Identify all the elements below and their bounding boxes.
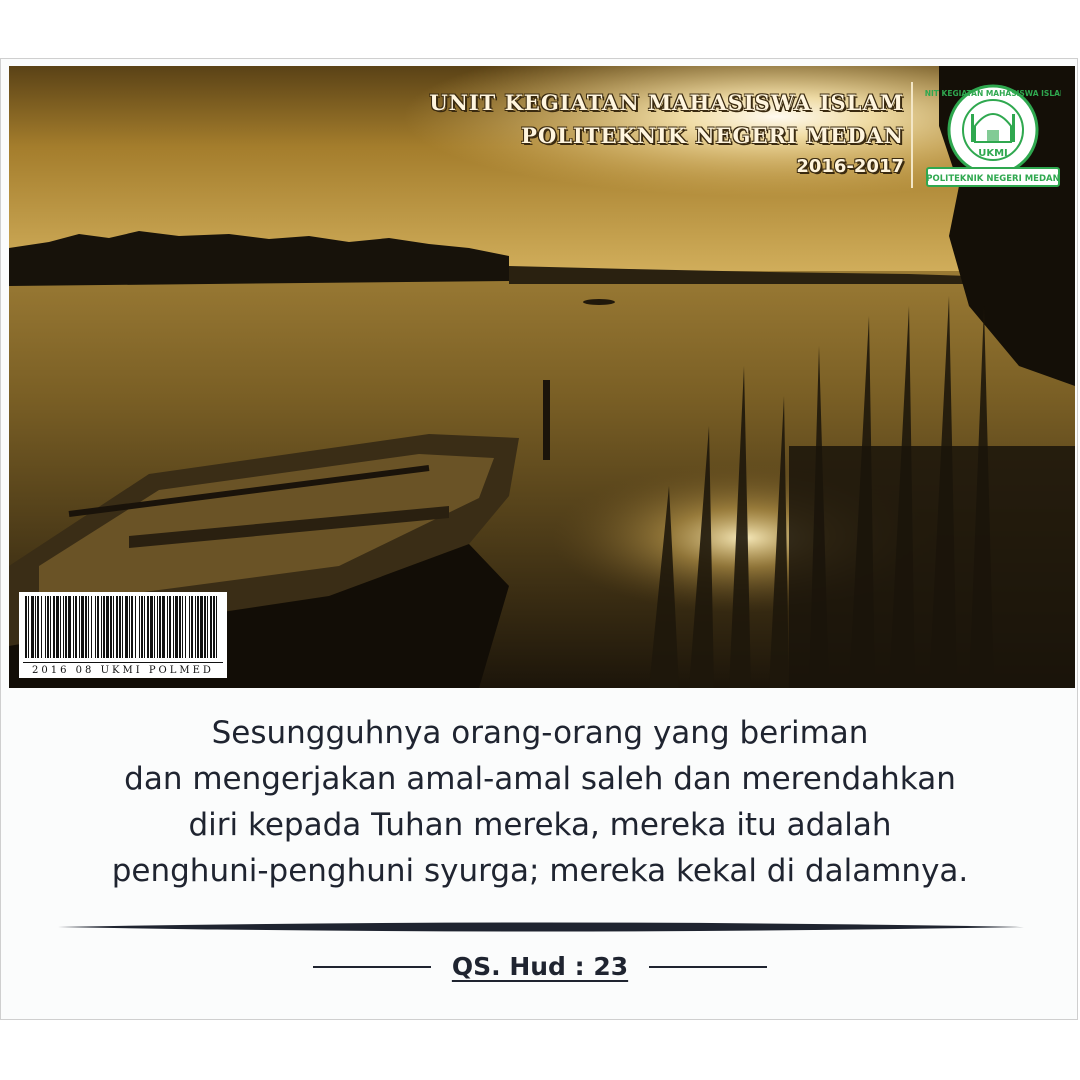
verse-line: Sesungguhnya orang-orang yang beriman (211, 715, 869, 751)
header-divider (911, 82, 913, 188)
reference-right-line (649, 966, 767, 968)
ukmi-logo-graphic (925, 80, 1061, 192)
barcode-bar (217, 596, 219, 658)
verse-reference: QS. Hud : 23 (451, 952, 629, 981)
logo-center-text: UKMI (978, 148, 1008, 159)
verse-line: penghuni-penghuni syurga; mereka kekal di dalamnya. (111, 853, 969, 889)
reference-left-line (313, 966, 431, 968)
logo-banner-text: POLITEKNIK NEGERI MEDAN (926, 174, 1060, 184)
header-years: 2016-2017 (796, 156, 904, 177)
logo-arc-text: UNIT KEGIATAN MAHASISWA ISLAM (925, 89, 1061, 98)
header-institution: POLITEKNIK NEGERI MEDAN (521, 123, 904, 148)
verse-line: diri kepada Tuhan mereka, mereka itu adalah (188, 807, 892, 843)
quran-verse (20, 710, 1060, 894)
header-organization: UNIT KEGIATAN MAHASISWA ISLAM (429, 90, 904, 115)
verse-line: dan mengerjakan amal-amal saleh dan merendahkan (124, 761, 956, 797)
header-text (429, 86, 904, 182)
ornamental-rule (58, 920, 1024, 934)
barcode (19, 592, 227, 678)
barcode-code: 2016 08 UKMI POLMED (23, 662, 223, 676)
ukmi-logo (925, 80, 1061, 192)
barcode-bars (25, 596, 221, 658)
verse-reference-row (0, 952, 1080, 981)
